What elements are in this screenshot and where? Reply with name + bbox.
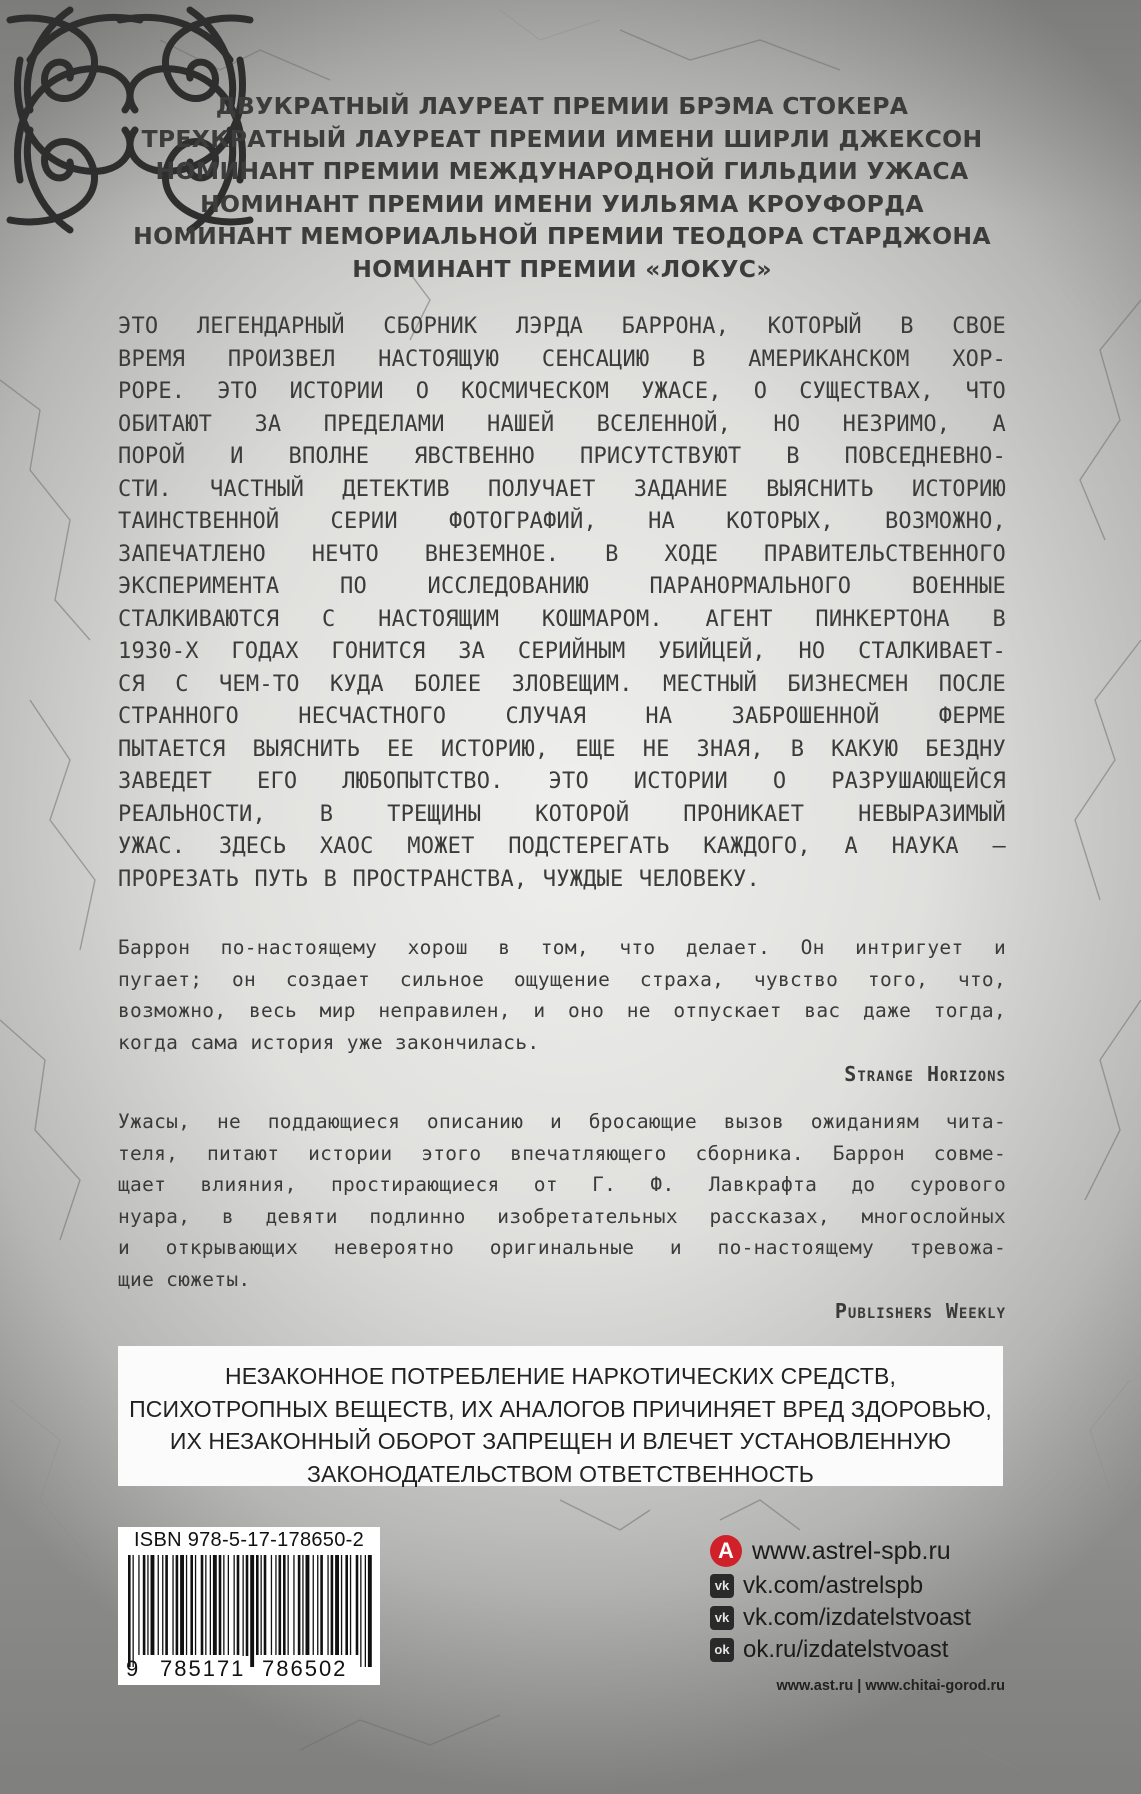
barcode-bar: [288, 1555, 289, 1655]
isbn-label: ISBN 978-5-17-178650-2: [133, 1529, 365, 1551]
barcode-bar: [256, 1555, 259, 1655]
synopsis-line: ЗАВЕДЕТ ЕГО ЛЮБОПЫТСТВО. ЭТО ИСТОРИИ О РАЗРУШАЮЩЕЙСЯ: [118, 769, 1006, 794]
ok-link-row[interactable]: [710, 1634, 1005, 1666]
barcode-bar: [186, 1555, 187, 1655]
barcode-bar: [147, 1555, 148, 1655]
site-link-row[interactable]: [710, 1532, 1005, 1570]
ok-icon: ok: [710, 1638, 734, 1662]
review-line: когда сама история уже закончилась.: [118, 1030, 540, 1054]
barcode-bar: [320, 1555, 323, 1655]
barcode-bar: [190, 1555, 193, 1655]
review-line: и открывающих невероятно оригинальные и по-настоящему тревожа-: [118, 1236, 1006, 1259]
barcode-bar: [162, 1555, 163, 1655]
warning-line: НЕЗАКОННОЕ ПОТРЕБЛЕНИЕ НАРКОТИЧЕСКИХ СРЕДСТВ,: [225, 1363, 896, 1389]
barcode-bar: [365, 1555, 366, 1667]
ok-link[interactable]: ok.ru/izdatelstvoast: [743, 1636, 949, 1663]
barcode-bar: [237, 1555, 240, 1655]
synopsis-line: ВРЕМЯ ПРОИЗВЕЛ НАСТОЯЩУЮ СЕНСАЦИЮ В АМЕРИКАНСКОМ ХОР-: [118, 346, 1006, 372]
vk-icon: vk: [710, 1606, 734, 1630]
synopsis-line: СТРАННОГО НЕСЧАСТНОГО СЛУЧАЯ НА ЗАБРОШЕННОЙ ФЕРМЕ: [118, 704, 1006, 729]
review-line: теля, питают истории этого впечатляющего сборника. Баррон совме-: [118, 1141, 1006, 1165]
synopsis-line: ЭТО ЛЕГЕНДАРНЫЙ СБОРНИК ЛЭРДА БАРРОНА, КОТОРЫЙ В СВОЕ: [118, 314, 1006, 339]
review-source-1: Strange Horizons: [844, 1062, 1006, 1086]
synopsis-line: СТИ. ЧАСТНЫЙ ДЕТЕКТИВ ПОЛУЧАЕТ ЗАДАНИЕ ВЫЯСНИТЬ ИСТОРИЮ: [118, 476, 1006, 502]
warning-line: ПСИХОТРОПНЫХ ВЕЩЕСТВ, ИХ АНАЛОГОВ ПРИЧИНЯЕТ ВРЕД ЗДОРОВЬЮ,: [129, 1395, 992, 1422]
award-line: ТРЕХКРАТНЫЙ ЛАУРЕАТ ПРЕМИИ ИМЕНИ ШИРЛИ ДЖЕКСОН: [141, 124, 983, 153]
barcode-bar: [368, 1555, 372, 1667]
review-line: возможно, весь мир неправилен, и оно не отпускает вас даже тогда,: [118, 999, 1006, 1022]
synopsis-line: 1930-Х ГОДАХ ГОНИТСЯ ЗА СЕРИЙНЫМ УБИЙЦЕЙ, НО СТАЛКИВАЕТ-: [118, 639, 1006, 664]
barcode-bar: [341, 1555, 342, 1655]
isbn-barcode: [118, 1527, 380, 1685]
barcode-bar: [176, 1555, 179, 1655]
barcode-bar: [279, 1555, 282, 1655]
back-cover-text: [118, 90, 1006, 1323]
synopsis-line: УЖАС. ЗДЕСЬ ХАОС МОЖЕТ ПОДСТЕРЕГАТЬ КАЖДОГО, А НАУКА —: [118, 834, 1006, 859]
barcode-bar: [210, 1555, 211, 1655]
barcode-bar: [205, 1555, 206, 1655]
synopsis-line: РОРЕ. ЭТО ИСТОРИИ О КОСМИЧЕСКОМ УЖАСЕ, О СУЩЕСТВАХ, ЧТО: [118, 379, 1006, 404]
barcode-digit-first: 9: [126, 1656, 139, 1681]
barcode-bar: [128, 1555, 131, 1667]
warning-line: ЗАКОНОДАТЕЛЬСТВОМ ОТВЕТСТВЕННОСТЬ: [306, 1460, 814, 1487]
barcode-bar: [234, 1555, 235, 1655]
barcode-bar: [302, 1555, 303, 1655]
barcode-bar: [350, 1555, 351, 1655]
barcode-bar: [293, 1555, 294, 1655]
review-line: пугает; он создает сильное ощущение страха, чувство того, что,: [118, 967, 1006, 991]
synopsis-line: ОБИТАЮТ ЗА ПРЕДЕЛАМИ НАШЕЙ ВСЕЛЕННОЙ, НО НЕЗРИМО, А: [118, 411, 1006, 437]
synopsis-line: ПРОРЕЗАТЬ ПУТЬ В ПРОСТРАНСТВА, ЧУЖДЫЕ ЧЕЛОВЕКУ.: [118, 866, 760, 892]
barcode-bars: [124, 1555, 374, 1667]
barcode-bar: [331, 1555, 334, 1655]
publisher-links: [710, 1532, 1005, 1694]
barcode-digit-group: 786502: [258, 1656, 351, 1682]
barcode-bar: [335, 1555, 339, 1655]
barcode-digit-group: 785171: [156, 1656, 249, 1682]
synopsis-line: СТАЛКИВАЮТСЯ С НАСТОЯЩИМ КОШМАРОМ. АГЕНТ ПИНКЕРТОНА В: [118, 606, 1006, 632]
review-line: Баррон по-настоящему хорош в том, что делает. Он интригует и: [118, 936, 1006, 959]
barcode-bar: [201, 1555, 204, 1655]
barcode-bar: [138, 1555, 139, 1655]
synopsis-line: ПЫТАЕТСЯ ВЫЯСНИТЬ ЕЕ ИСТОРИЮ, ЕЩЕ НЕ ЗНАЯ, В КАКУЮ БЕЗДНУ: [118, 736, 1006, 762]
synopsis-line: РЕАЛЬНОСТИ, В ТРЕЩИНЫ КОТОРОЙ ПРОНИКАЕТ НЕВЫРАЗИМЫЙ: [118, 801, 1006, 827]
synopsis-line: ЭКСПЕРИМЕНТА ПО ИССЛЕДОВАНИЮ ПАРАНОРМАЛЬНОГО ВОЕННЫЕ: [118, 574, 1006, 599]
barcode-bar: [261, 1555, 262, 1655]
vk-link-row[interactable]: [710, 1602, 1005, 1634]
vk-link-row[interactable]: [710, 1570, 1005, 1602]
award-line: НОМИНАНТ МЕМОРИАЛЬНОЙ ПРЕМИИ ТЕОДОРА СТАРДЖОНА: [133, 222, 991, 250]
award-line: ДВУКРАТНЫЙ ЛАУРЕАТ ПРЕМИИ БРЭМА СТОКЕРА: [215, 92, 909, 120]
synopsis-line: ПОРОЙ И ВПОЛНЕ ЯВСТВЕННО ПРИСУТСТВУЮТ В ПОВСЕДНЕВНО-: [118, 444, 1006, 469]
award-line: НОМИНАНТ ПРЕМИИ «ЛОКУС»: [352, 254, 772, 283]
award-line: НОМИНАНТ ПРЕМИИ ИМЕНИ УИЛЬЯМА КРОУФОРДА: [200, 189, 924, 218]
barcode-bar: [228, 1555, 229, 1655]
barcode-digits: [118, 1656, 380, 1682]
barcode-bar: [165, 1555, 168, 1655]
awards-list: [118, 90, 1006, 285]
barcode-bar: [313, 1555, 314, 1655]
review-line: щие сюжеты.: [118, 1267, 251, 1291]
review-line: щает влияния, простирающиеся от Г. Ф. Лавкрафта до сурового: [118, 1173, 1006, 1196]
barcode-bar: [243, 1555, 244, 1667]
review-line: нуара, в девяти подлинно изобретательных рассказах, многослойных: [118, 1204, 1006, 1228]
synopsis-line: ТАИНСТВЕННОЙ СЕРИИ ФОТОГРАФИЙ, НА КОТОРЫХ, ВОЗМОЖНО,: [118, 509, 1006, 534]
barcode-bar: [219, 1555, 222, 1655]
barcode-bar: [345, 1555, 348, 1655]
astrel-logo-icon: A: [710, 1535, 742, 1567]
review-source-2: Publishers Weekly: [834, 1299, 1006, 1323]
barcode-bar: [246, 1555, 249, 1667]
barcode-bar: [250, 1555, 254, 1667]
site-link[interactable]: www.astrel-spb.ru: [752, 1536, 951, 1565]
synopsis-paragraph: [118, 311, 1006, 896]
vk-link[interactable]: vk.com/astrelspb: [743, 1572, 924, 1599]
barcode-bar: [213, 1555, 217, 1655]
barcode-bar: [298, 1555, 301, 1655]
review-quote-2: [118, 1106, 1006, 1295]
barcode-bar: [283, 1555, 286, 1655]
synopsis-line: ЗАПЕЧАТЛЕНО НЕЧТО ВНЕЗЕМНОЕ. В ХОДЕ ПРАВИТЕЛЬСТВЕННОГО: [118, 541, 1006, 567]
barcode-bar: [306, 1555, 310, 1655]
synopsis-line: СЯ С ЧЕМ-ТО КУДА БОЛЕЕ ЗЛОВЕЩИМ. МЕСТНЫЙ БИЗНЕСМЕН ПОСЛЕ: [118, 671, 1006, 697]
award-line: НОМИНАНТ ПРЕМИИ МЕЖДУНАРОДНОЙ ГИЛЬДИИ УЖАСА: [155, 157, 969, 185]
barcode-bar: [264, 1555, 267, 1655]
barcode-bar: [133, 1555, 134, 1667]
small-links[interactable]: www.ast.ru | www.chitai-gorod.ru: [776, 1678, 1005, 1694]
review-quote-1: [118, 932, 1006, 1058]
barcode-bar: [327, 1555, 328, 1655]
warning-line: ИХ НЕЗАКОННЫЙ ОБОРОТ ЗАПРЕЩЕН И ВЛЕЧЕТ УСТАНОВЛЕННУЮ: [169, 1428, 952, 1454]
barcode-bar: [151, 1555, 155, 1655]
barcode-bar: [172, 1555, 173, 1655]
barcode-bar: [275, 1555, 276, 1655]
barcode-bar: [158, 1555, 159, 1655]
barcode-bar: [271, 1555, 272, 1655]
barcode-bar: [143, 1555, 146, 1655]
barcode-bar: [356, 1555, 359, 1655]
vk-icon: vk: [710, 1574, 734, 1598]
review-line: Ужасы, не поддающиеся описанию и бросающие вызов ожиданиям чита-: [118, 1110, 1006, 1133]
vk-link[interactable]: vk.com/izdatelstvoast: [743, 1604, 972, 1631]
barcode-bar: [360, 1555, 361, 1667]
barcode-bar: [317, 1555, 318, 1655]
barcode-bar: [223, 1555, 224, 1655]
barcode-bar: [180, 1555, 184, 1655]
barcode-bar: [195, 1555, 196, 1655]
health-warning-panel: [118, 1346, 1003, 1486]
